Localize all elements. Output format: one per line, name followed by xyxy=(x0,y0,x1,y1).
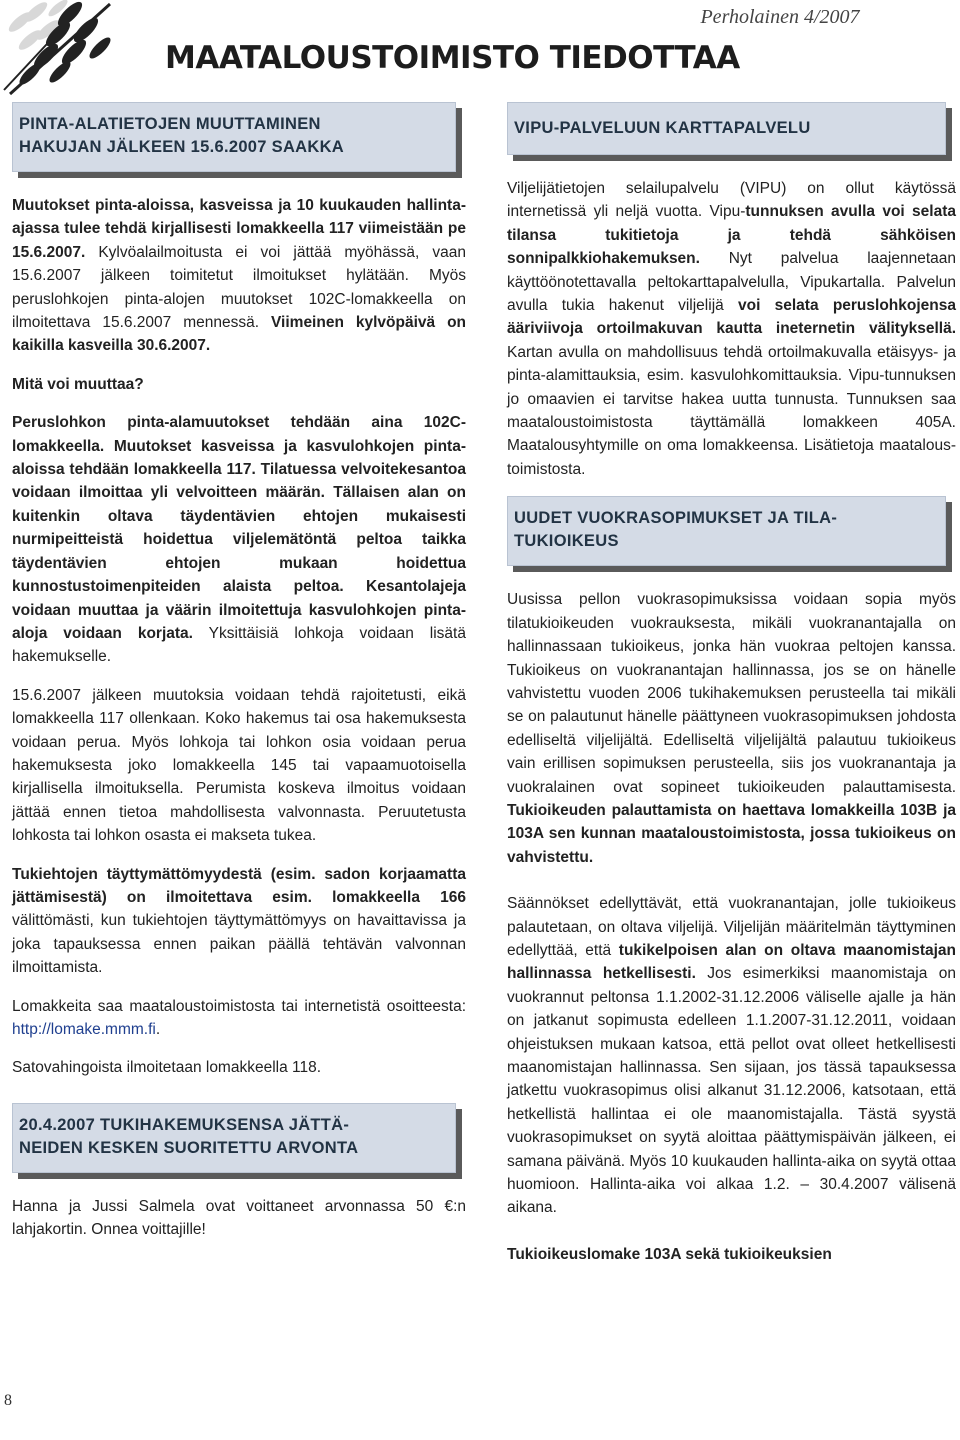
heading-line: NEIDEN KESKEN SUORITETTU ARVONTA xyxy=(19,1138,359,1157)
heading-line: TUKIOIKEUS xyxy=(514,532,619,551)
heading-line: PINTA-ALATIETOJEN MUUTTAMINEN xyxy=(19,115,321,133)
bold-text: Muutokset pinta-aloissa, kasveissa ja 10 kuukauden hallinta-ajassa tulee tehdä kirjallisesti lomakkeella 117 viimeistään pe 15.6.2007. xyxy=(12,197,466,261)
body-text: . xyxy=(155,1021,161,1038)
paragraph xyxy=(507,892,956,1220)
bold-text: Viimeinen kylvöpäivä on kaikilla kasveilla 30.6.2007. xyxy=(12,314,467,355)
paragraph xyxy=(12,863,466,980)
left-column xyxy=(12,102,466,1257)
section-heading-box xyxy=(12,1103,456,1173)
body-text: Lomakkeita saa maataloustoimistosta tai internetistä osoitteesta: xyxy=(12,997,466,1015)
heading-line: HAKUJAN JÄLKEEN 15.6.2007 SAAKKA xyxy=(19,138,345,156)
section-heading-box xyxy=(507,102,946,155)
body-text: Nyt palvelua laajennetaan käyttöönotettavalla peltokarttapalvelulla, Vipukartalla. Palvelun avulla tukia hakenut viljelijä xyxy=(507,250,956,315)
paragraph xyxy=(12,995,466,1042)
section-heading-box xyxy=(12,102,456,172)
paragraph xyxy=(507,588,956,869)
paragraph xyxy=(12,194,466,358)
bold-text: tunnuksen avulla voi selata tilansa tukitietoja ja tehdä sähköisen sonnipalkkiohakemuksen. xyxy=(507,203,956,268)
bold-text: Tukioikeuden palauttamista on haettava lomakkeilla 103B ja 103A sen kunnan maataloustoimistosta, jossa tukioikeus on vahvistettu. xyxy=(507,801,956,866)
subheading: Mitä voi muuttaa? xyxy=(12,375,144,393)
paragraph: Hanna ja Jussi Salmela ovat voittaneet arvonnassa 50 €:n lahjakortin. Onnea voittajille! xyxy=(12,1197,466,1239)
heading-line: UUDET VUOKRASOPIMUKSET JA TILA- xyxy=(514,509,838,528)
page-number: 8 xyxy=(4,1392,12,1409)
body-text: Säännökset edellyttävät, että vuokranantajan, jolle tukioikeus palautetaan, on oltava viljelijä. Viljelijän määritelmän täyttyminen edellyttää, että xyxy=(507,895,956,959)
body-text: Uusissa pellon vuokrasopimuksissa voidaan sopia myös tilatukioikeuden vuokrauksesta, mikäli vuokranantajalla on hallinnassaan tukioikeus, jonka hän vuokraa peltojen kanssa. Tukioikeus on vuokranantajan hallinnassa, jos se on hänelle vahvistettu vuoden 2006 tukihakemuksen perusteella tai mikäli se on palautunut hänelle päättyneen vuokrasopimuksen johdosta edelliseltä viljelijältä. Edelliseltä viljelijältä palautuu tukioikeus vain erillisen sopimuksen perusteella, siis jos vuokranantaja ja vuokralainen ovat sopineet tukioikeuden palauttamisesta. xyxy=(507,591,956,796)
paragraph: Satovahingoista ilmoitetaan lomakkeella 118. xyxy=(12,1059,322,1077)
paragraph xyxy=(12,411,466,668)
heading-line: VIPU-PALVELUUN KARTTAPALVELU xyxy=(514,119,811,137)
issue-label: Perholainen 4/2007 xyxy=(700,6,860,28)
heading-line: 20.4.2007 TUKIHAKEMUKSENSA JÄTTÄ- xyxy=(19,1115,350,1134)
paragraph: 15.6.2007 jälkeen muutoksia voidaan tehdä rajoitetusti, eikä lomakkeella 117 ollenkaan. Koko hakemus tai osa hakemuksesta voidaan perua. Myös lohkoja tai lohkon osia voidaan perua hakemuksesta joko lomakkeella 145 tai vapaamuotoisella kirjallisella ilmoituksella. Perumista koskeva ilmoitus voidaan jättää ennen tietoa mahdollisesta valvonnasta. Peruutetusta lohkosta tai lohkon osasta ei makseta tukea. xyxy=(12,686,466,845)
page-title: MAATALOUSTOIMISTO TIEDOTTAA xyxy=(165,40,740,76)
paragraph xyxy=(507,177,956,481)
body-text: Kylvöalailmoitusta ei voi jättää myöhässä, vaan 15.6.2007 jälkeen toimitetut ilmoitukset hylätään. Myös peruslohkojen pinta-alojen muutokset 102C-lomakkeella on ilmoitettava 15.6.2007 mennessä. xyxy=(12,243,466,332)
body-text: Kartan avulla on mahdollisuus tehdä ortoilmakuvalla etäisyys- ja pinta-alamittauksia, esim. kasvulohkomittauksia. Vipu-tunnuksen jo omaavien ei tarvitse hakea uutta tunnusta. Tunnuksen saa maataloustoimistosta täyttämällä lomakkeen 405A. Maatalousyhtymille on oma lomakkeensa. Lisätietoja maataloustoimistosta. xyxy=(507,343,956,478)
wheat-ears-icon xyxy=(0,0,150,96)
bold-text: Peruslohkon pinta-alamuutokset tehdään aina 102C-lomakkeella. Muutokset kasveissa ja kasvulohkojen pinta-aloissa tehdään lomakkeella 117. Tilatuessa velvoitekesantoa voidaan ilmoittaa yli velvoitteen määrän. Tällaisen alan on kuitenkin oltava täydentävien ehtojen mukaisesti nurmipeitteistä hoidettua viljelemätöntä peltoa taikka täydentävien ehtojen mukaan hoidettua kunnostustoimenpiteiden alaista peltoa. Kesantolajeja voidaan muuttaa ja väärin ilmoitettuja kasvulohkojen pinta-aloja voidaan korjata. xyxy=(12,414,466,642)
body-text: Viljelijätietojen selailupalvelu (VIPU) on ollut käytössä internetissä yli neljä vuotta. Vipu- xyxy=(507,180,956,221)
body-text: Yksittäisiä lohkoja voidaan lisätä hakemukselle. xyxy=(12,624,466,666)
lomake-link[interactable]: http://lomake.mmm.fi xyxy=(12,1021,156,1038)
bold-text: tukikelpoisen alan on oltava maanomistajan hallinnassa hetkellisesti. xyxy=(507,941,957,983)
section-heading-box xyxy=(507,496,946,566)
body-text: välittömästi, kun tukiehtojen täyttymättömyys on havaittavissa ja joka tapauksessa ennen paikan päällä tehtävän valvonnan ilmoittamista. xyxy=(12,912,466,977)
right-column xyxy=(507,102,956,1281)
bold-text: Tukiehtojen täyttymättömyydestä (esim. sadon korjaamatta jättämisestä) on ilmoitettava esim. lomakkeella 166 xyxy=(12,865,466,906)
bold-text: voi selata peruslohkojensa ääriviivoja ortoilmakuvan kautta ineternetin välityksellä. xyxy=(507,297,956,338)
paragraph: Tukioikeuslomake 103A sekä tukioikeuksien xyxy=(507,1245,832,1263)
body-text: Jos esimerkiksi maanomistaja on vuokrannut peltonsa 1.1.2002-31.12.2006 väliselle ajalle ja hän on jatkanut sopimusta edelleen 1.1.2007-31.12.2011, voidaan ohjeistuksen mukaan katsoa, että pellot ovat olleet hetkellisesti maanomistajan hallinnassa. Sen sijaan, jos tässä tapauksessa jatkettu vuokrasopimus olisi alkanut 31.12.2006, katsotaan, että hetkellistä hallintaa ei ole maanomistajalla. Tästä syystä vuokrasopimukset on syytä aloittaa päättymispäivän jälkeen, ei samana päivänä. Myös 10 kuukauden hallinta-aika on syytä ottaa huomioon. Hallinta-aika voi alkaa 1.2. – 30.4.2007 välisenä aikana. xyxy=(507,965,956,1217)
